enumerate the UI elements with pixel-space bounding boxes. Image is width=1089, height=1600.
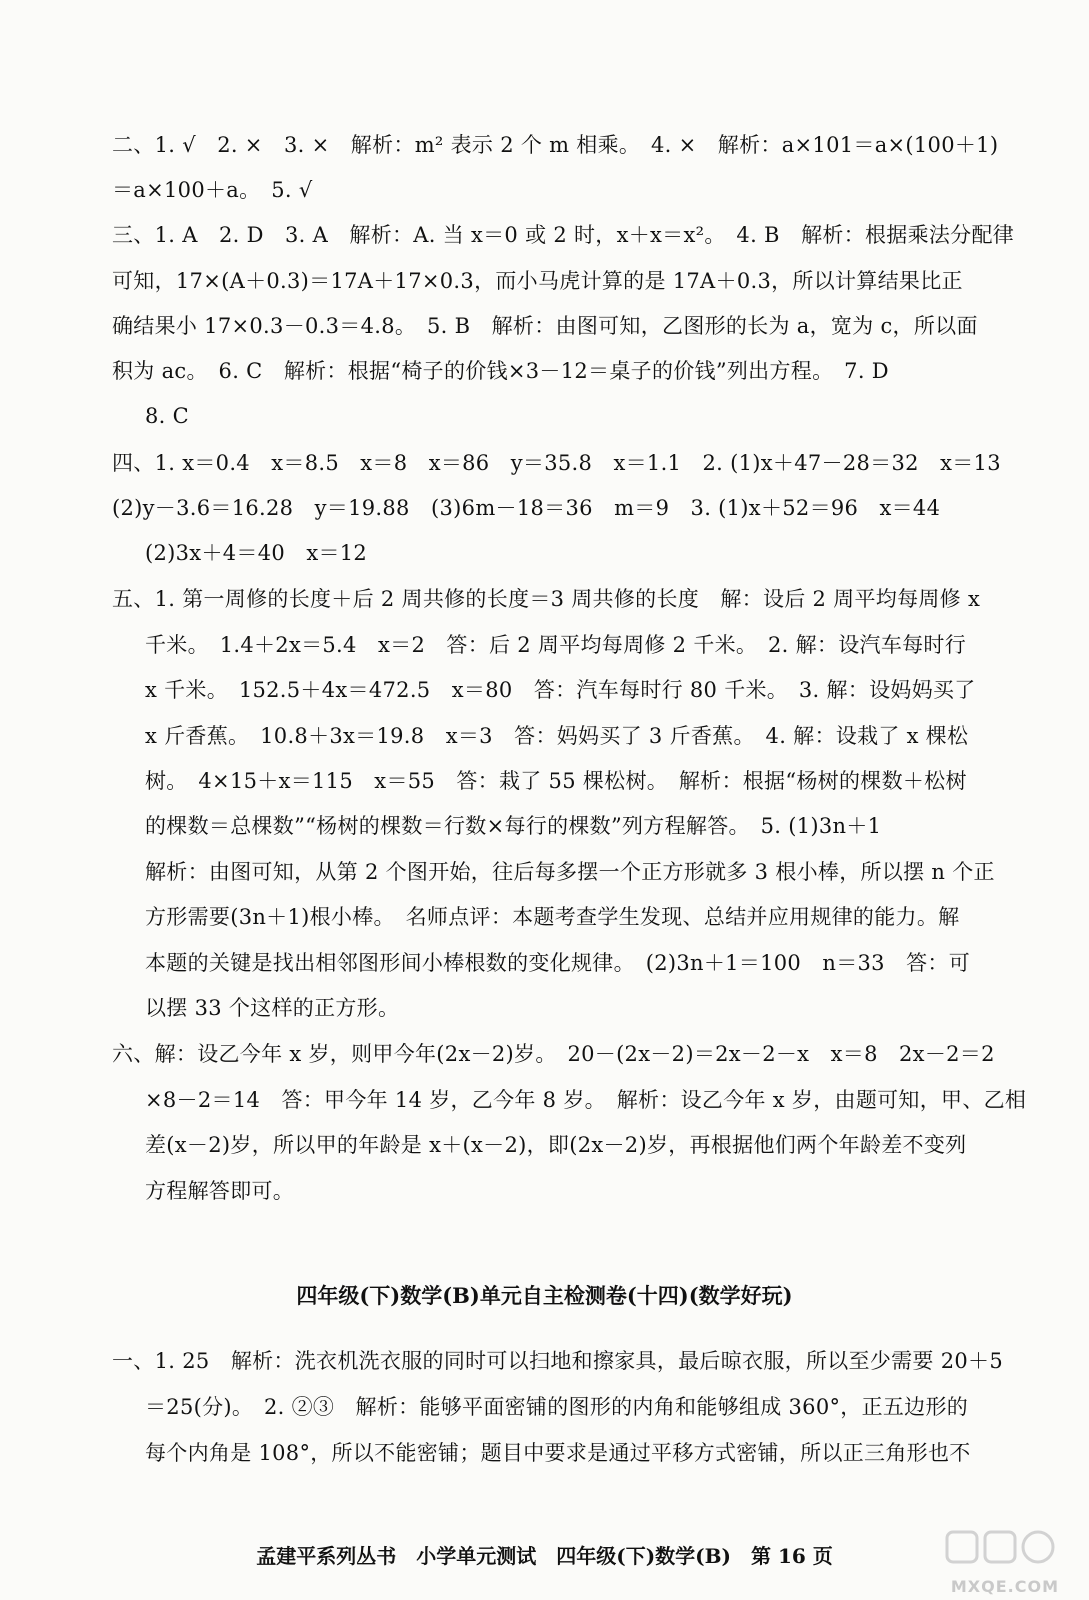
page-footer: 孟建平系列丛书 小学单元测试 四年级(下)数学(B) 第 16 页 [256,1544,833,1568]
text-line: 一、1. 25 解析：洗衣机洗衣服的同时可以扫地和擦家具，最后晾衣服，所以至少需要 20＋5 [112,1349,1003,1373]
text-line: 的棵数＝总棵数”“杨树的棵数＝行数×每行的棵数”列方程解答。 5. (1)3n＋1 [145,814,882,838]
text-line: 六、解：设乙今年 x 岁，则甲今年(2x－2)岁。 20－(2x－2)＝2x－2－x x＝8 2x－2＝2 [112,1042,995,1066]
text-line: 每个内角是 108°，所以不能密铺；题目中要求是通过平移方式密铺，所以正三角形也不 [145,1441,971,1465]
text-line: 确结果小 17×0.3－0.3＝4.8。 5. B 解析：由图可知，乙图形的长为 a，宽为 c，所以面 [112,314,978,338]
text-line: x 千米。 152.5＋4x＝472.5 x＝80 答：汽车每时行 80 千米。 3. 解：设妈妈买了 [145,678,976,702]
text-line: ＝a×100＋a。 5. √ [112,178,313,202]
text-line: 本题的关键是找出相邻图形间小棒根数的变化规律。 (2)3n＋1＝100 n＝33 答：可 [145,951,971,975]
text-line: x 斤香蕉。 10.8＋3x＝19.8 x＝3 答：妈妈买了 3 斤香蕉。 4. 解：设栽了 x 棵松 [145,724,969,748]
text-line: 树。 4×15＋x＝115 x＝55 答：栽了 55 棵松树。 解析：根据“杨树的棵数＋松树 [145,769,967,793]
text-line: 方程解答即可。 [145,1179,295,1203]
text-line: 8. C [145,404,189,428]
text-line: 五、1. 第一周修的长度＋后 2 周共修的长度＝3 周共修的长度 解：设后 2 周平均每周修 x [112,587,981,611]
text-line: 可知，17×(A＋0.3)＝17A＋17×0.3，而小马虎计算的是 17A＋0.3，所以计算结果比正 [112,269,963,293]
text-line: 四、1. x＝0.4 x＝8.5 x＝8 x＝86 y＝35.8 x＝1.1 2. (1)x＋47－28＝32 x＝13 [112,451,1001,475]
text-line: ×8－2＝14 答：甲今年 14 岁，乙今年 8 岁。 解析：设乙今年 x 岁，由题可知，甲、乙相 [145,1088,1027,1112]
text-line: (2)y－3.6＝16.28 y＝19.88 (3)6m－18＝36 m＝9 3. (1)x＋52＝96 x＝44 [112,496,941,520]
text-line: 解析：由图可知，从第 2 个图开始，往后每多摆一个正方形就多 3 根小棒，所以摆 n 个正 [145,860,995,884]
text-line: (2)3x＋4＝40 x＝12 [145,541,368,565]
text-line: 方形需要(3n＋1)根小棒。 名师点评：本题考查学生发现、总结并应用规律的能力。解 [145,905,960,929]
text-line: 差(x－2)岁，所以甲的年龄是 x＋(x－2)，即(2x－2)岁，再根据他们两个年龄差不变列 [145,1133,967,1157]
text-line: ＝25(分)。 2. ②③ 解析：能够平面密铺的图形的内角和能够组成 360°，正五边形的 [145,1395,969,1419]
text-line: 二、1. √ 2. × 3. × 解析：m² 表示 2 个 m 相乘。 4. × 解析：a×101＝a×(100＋1) [112,133,999,157]
text-line: 千米。 1.4＋2x＝5.4 x＝2 答：后 2 周平均每周修 2 千米。 2. 解：设汽车每时行 [145,633,967,657]
text-line: 三、1. A 2. D 3. A 解析：A. 当 x＝0 或 2 时，x＋x＝x²。 4. B 解析：根据乘法分配律 [112,223,1015,247]
text-line: 积为 ac。 6. C 解析：根据“椅子的价钱×3－12＝桌子的价钱”列出方程。 7. D [112,359,889,383]
watermark-text: MXQE.COM [950,1577,1059,1596]
text-line: 以摆 33 个这样的正方形。 [145,996,400,1020]
section-heading: 四年级(下)数学(B)单元自主检测卷(十四)(数学好玩) [296,1283,793,1308]
